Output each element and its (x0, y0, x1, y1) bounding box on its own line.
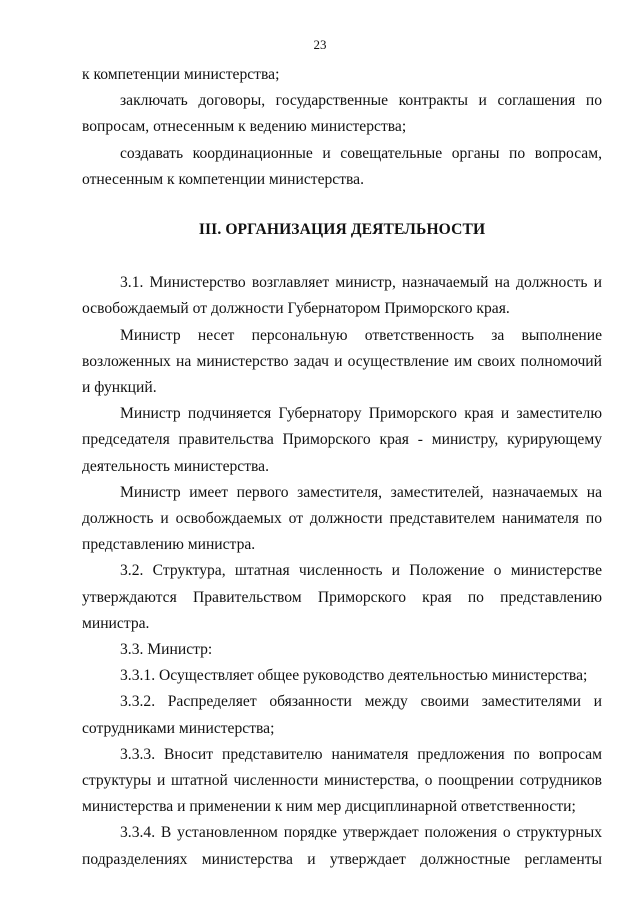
document-body (82, 62, 602, 873)
paragraph-3-3-3: 3.3.3. Вносит представителю нанимателя предложения по вопросам структуры и штатной численности министерства, о поощрении сотрудников министерства и применении к ним мер дисциплинарной ответственности; (82, 745, 602, 816)
paragraph-contracts: заключать договоры, государственные контракты и соглашения по вопросам, отнесенным к ведению министерства; (82, 92, 602, 136)
paragraph-3-3-1: 3.3.1. Осуществляет общее руководство деятельностью министерства; (120, 667, 588, 685)
page-number: 23 (313, 37, 327, 52)
paragraph-3-1: 3.1. Министерство возглавляет министр, назначаемый на должность и освобождаемый от должности Губернатором Приморского края. (82, 274, 602, 318)
paragraph-minister-subordination: Министр подчиняется Губернатору Приморского края и заместителю председателя правительства Приморского края - министру, курирующему деятельность министерства. (82, 405, 602, 475)
paragraph-minister-responsibility: Министр несет персональную ответственность за выполнение возложенных на министерство задач и осуществление им своих полномочий и функций. (82, 326, 602, 397)
paragraph-3-3-2: 3.3.2. Распределяет обязанности между своими заместителями и сотрудниками министерства; (82, 693, 602, 737)
paragraph-coordination-bodies: создавать координационные и совещательные органы по вопросам, отнесенным к компетенции министерства. (82, 144, 602, 188)
paragraph-3-3-4: 3.3.4. В установленном порядке утверждает положения о структурных подразделениях министерства и утверждает должностные регламенты (82, 824, 602, 868)
section-heading: III. ОРГАНИЗАЦИЯ ДЕЯТЕЛЬНОСТИ (198, 221, 486, 239)
paragraph-deputies: Министр имеет первого заместителя, заместителей, назначаемых на должность и освобождаемых от должности представителем нанимателя по представлению министра. (82, 483, 602, 554)
paragraph-3-2: 3.2. Структура, штатная численность и Положение о министерстве утверждаются Правительством Приморского края по представлению министра. (82, 562, 602, 632)
paragraph-competence: к компетенции министерства; (82, 66, 280, 83)
paragraph-3-3: 3.3. Министр: (120, 641, 213, 659)
